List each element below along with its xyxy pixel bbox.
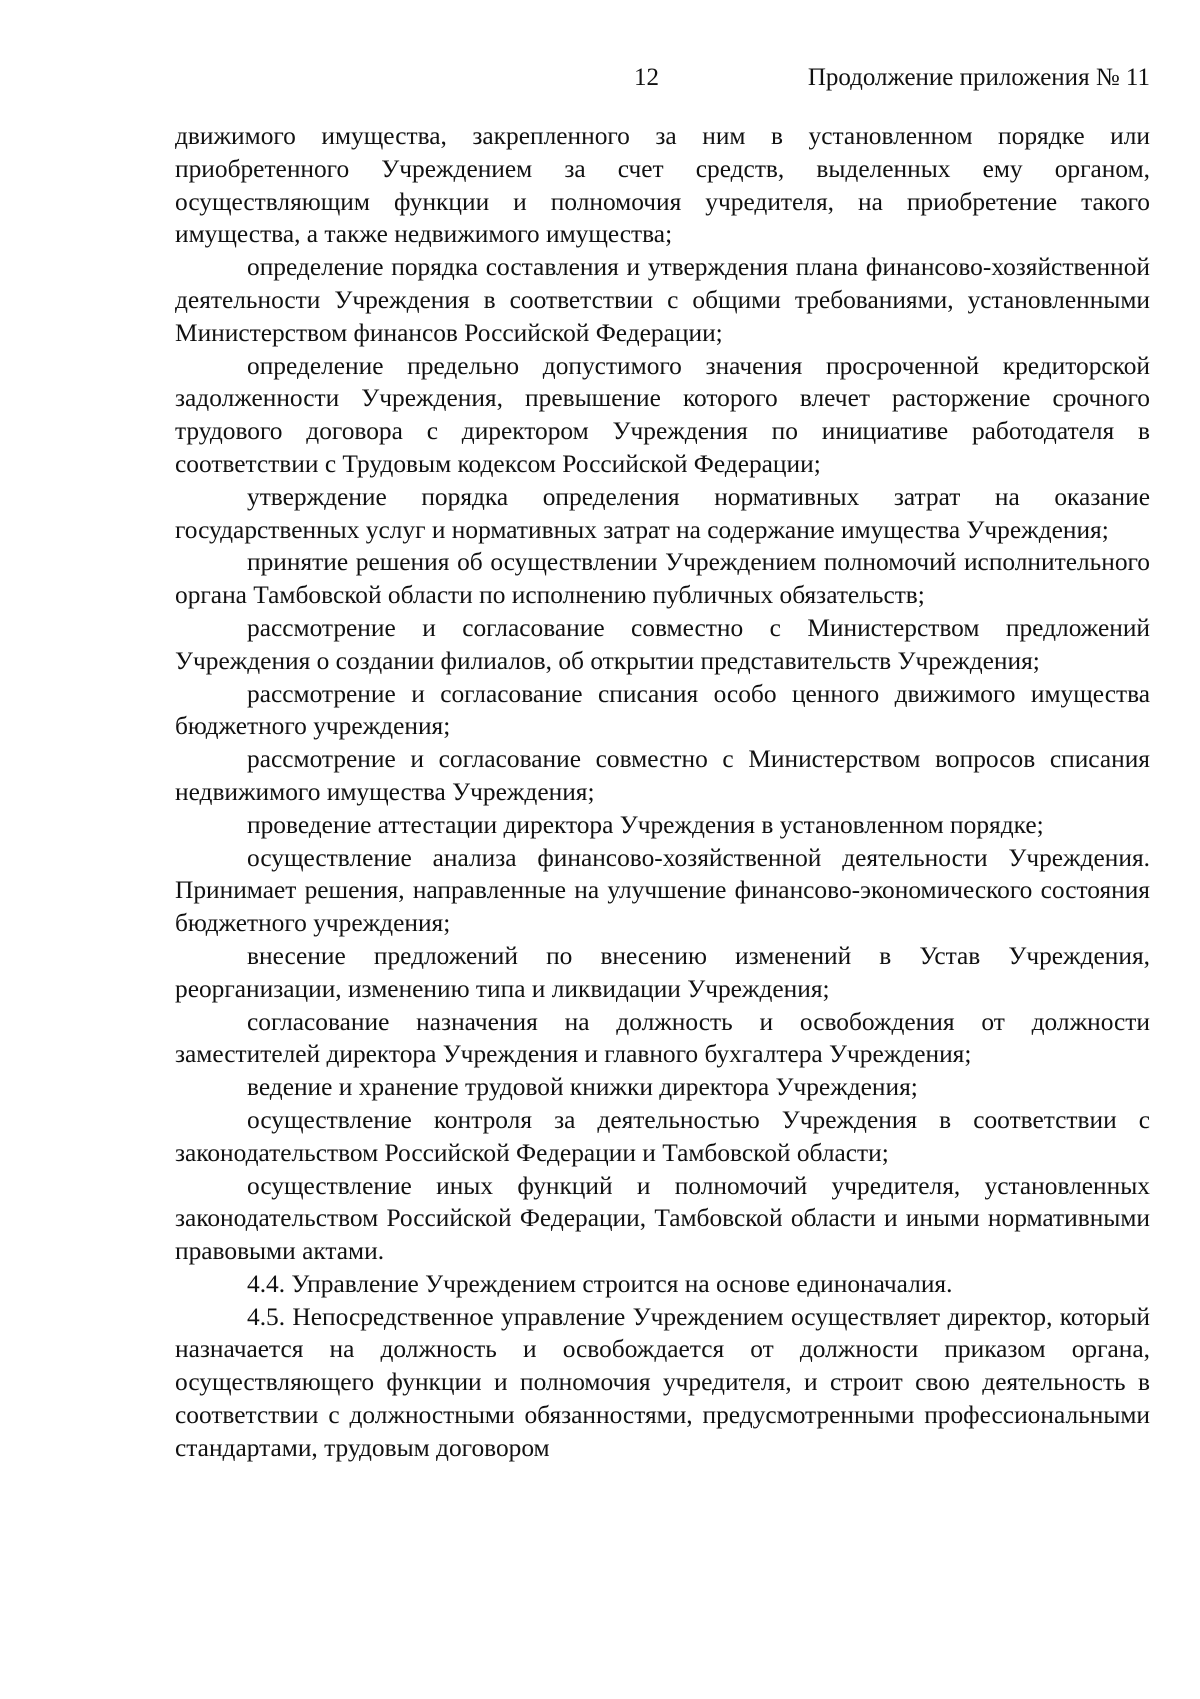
paragraph: осуществление анализа финансово-хозяйственной деятельности Учреждения. Принимает решения, направленные на улучшение финансово-экономического состояния бюджетного учреждения;: [175, 843, 1150, 938]
paragraph: согласование назначения на должность и освобождения от должности заместителей директора Учреждения и главного бухгалтера Учреждения;: [175, 1007, 1150, 1069]
paragraph: принятие решения об осуществлении Учреждением полномочий исполнительного органа Тамбовской области по исполнению публичных обязательств;: [175, 548, 1150, 610]
paragraph: рассмотрение и согласование списания особо ценного движимого имущества бюджетного учреждения;: [175, 679, 1150, 741]
document-body: [175, 120, 1150, 1465]
paragraph: определение порядка составления и утверждения плана финансово-хозяйственной деятельности Учреждения в соответствии с общими требованиями, установленными Министерством финансов Российской Федерации;: [175, 253, 1150, 347]
page-number: 12: [634, 64, 659, 91]
paragraph: осуществление иных функций и полномочий учредителя, установленных законодательством Российской Федерации, Тамбовской области и иными нормативными правовыми актами.: [175, 1171, 1150, 1266]
paragraph: ведение и хранение трудовой книжки директора Учреждения;: [247, 1073, 918, 1102]
paragraph: определение предельно допустимого значения просроченной кредиторской задолженности Учреждения, превышение которого влечет расторжение срочного трудового договора с директором Учреждения по инициативе работодателя в соответствии с Трудовым кодексом Российской Федерации;: [175, 351, 1150, 478]
appendix-continuation-note: Продолжение приложения № 11: [807, 64, 1150, 91]
paragraph: проведение аттестации директора Учреждения в установленном порядке;: [247, 810, 1044, 839]
paragraph: утверждение порядка определения нормативных затрат на оказание государственных услуг и нормативных затрат на содержание имущества Учреждения;: [175, 482, 1150, 544]
paragraph: движимого имущества, закрепленного за ним в установленном порядке или приобретенного Учреждением за счет средств, выделенных ему органом, осуществляющим функции и полномочия учредителя, на приобретение такого имущества, а также недвижимого имущества;: [175, 122, 1150, 249]
paragraph: внесение предложений по внесению изменений в Устав Учреждения, реорганизации, изменению типа и ликвидации Учреждения;: [175, 941, 1150, 1003]
page-header: [0, 58, 1200, 98]
paragraph: 4.4. Управление Учреждением строится на основе единоначалия.: [247, 1269, 953, 1298]
paragraph: осуществление контроля за деятельностью Учреждения в соответствии с законодательством Российской Федерации и Тамбовской области;: [175, 1105, 1150, 1167]
paragraph: рассмотрение и согласование совместно с Министерством предложений Учреждения о создании филиалов, об открытии представительств Учреждения;: [175, 613, 1150, 675]
paragraph: рассмотрение и согласование совместно с Министерством вопросов списания недвижимого имущества Учреждения;: [175, 745, 1150, 806]
paragraph: 4.5. Непосредственное управление Учреждением осуществляет директор, который назначается на должность и освобождается от должности приказом органа, осуществляющего функции и полномочия учредителя, и строит свою деятельность в соответствии с должностными обязанностями, предусмотренными профессиональными стандартами, трудовым договором: [175, 1302, 1150, 1462]
